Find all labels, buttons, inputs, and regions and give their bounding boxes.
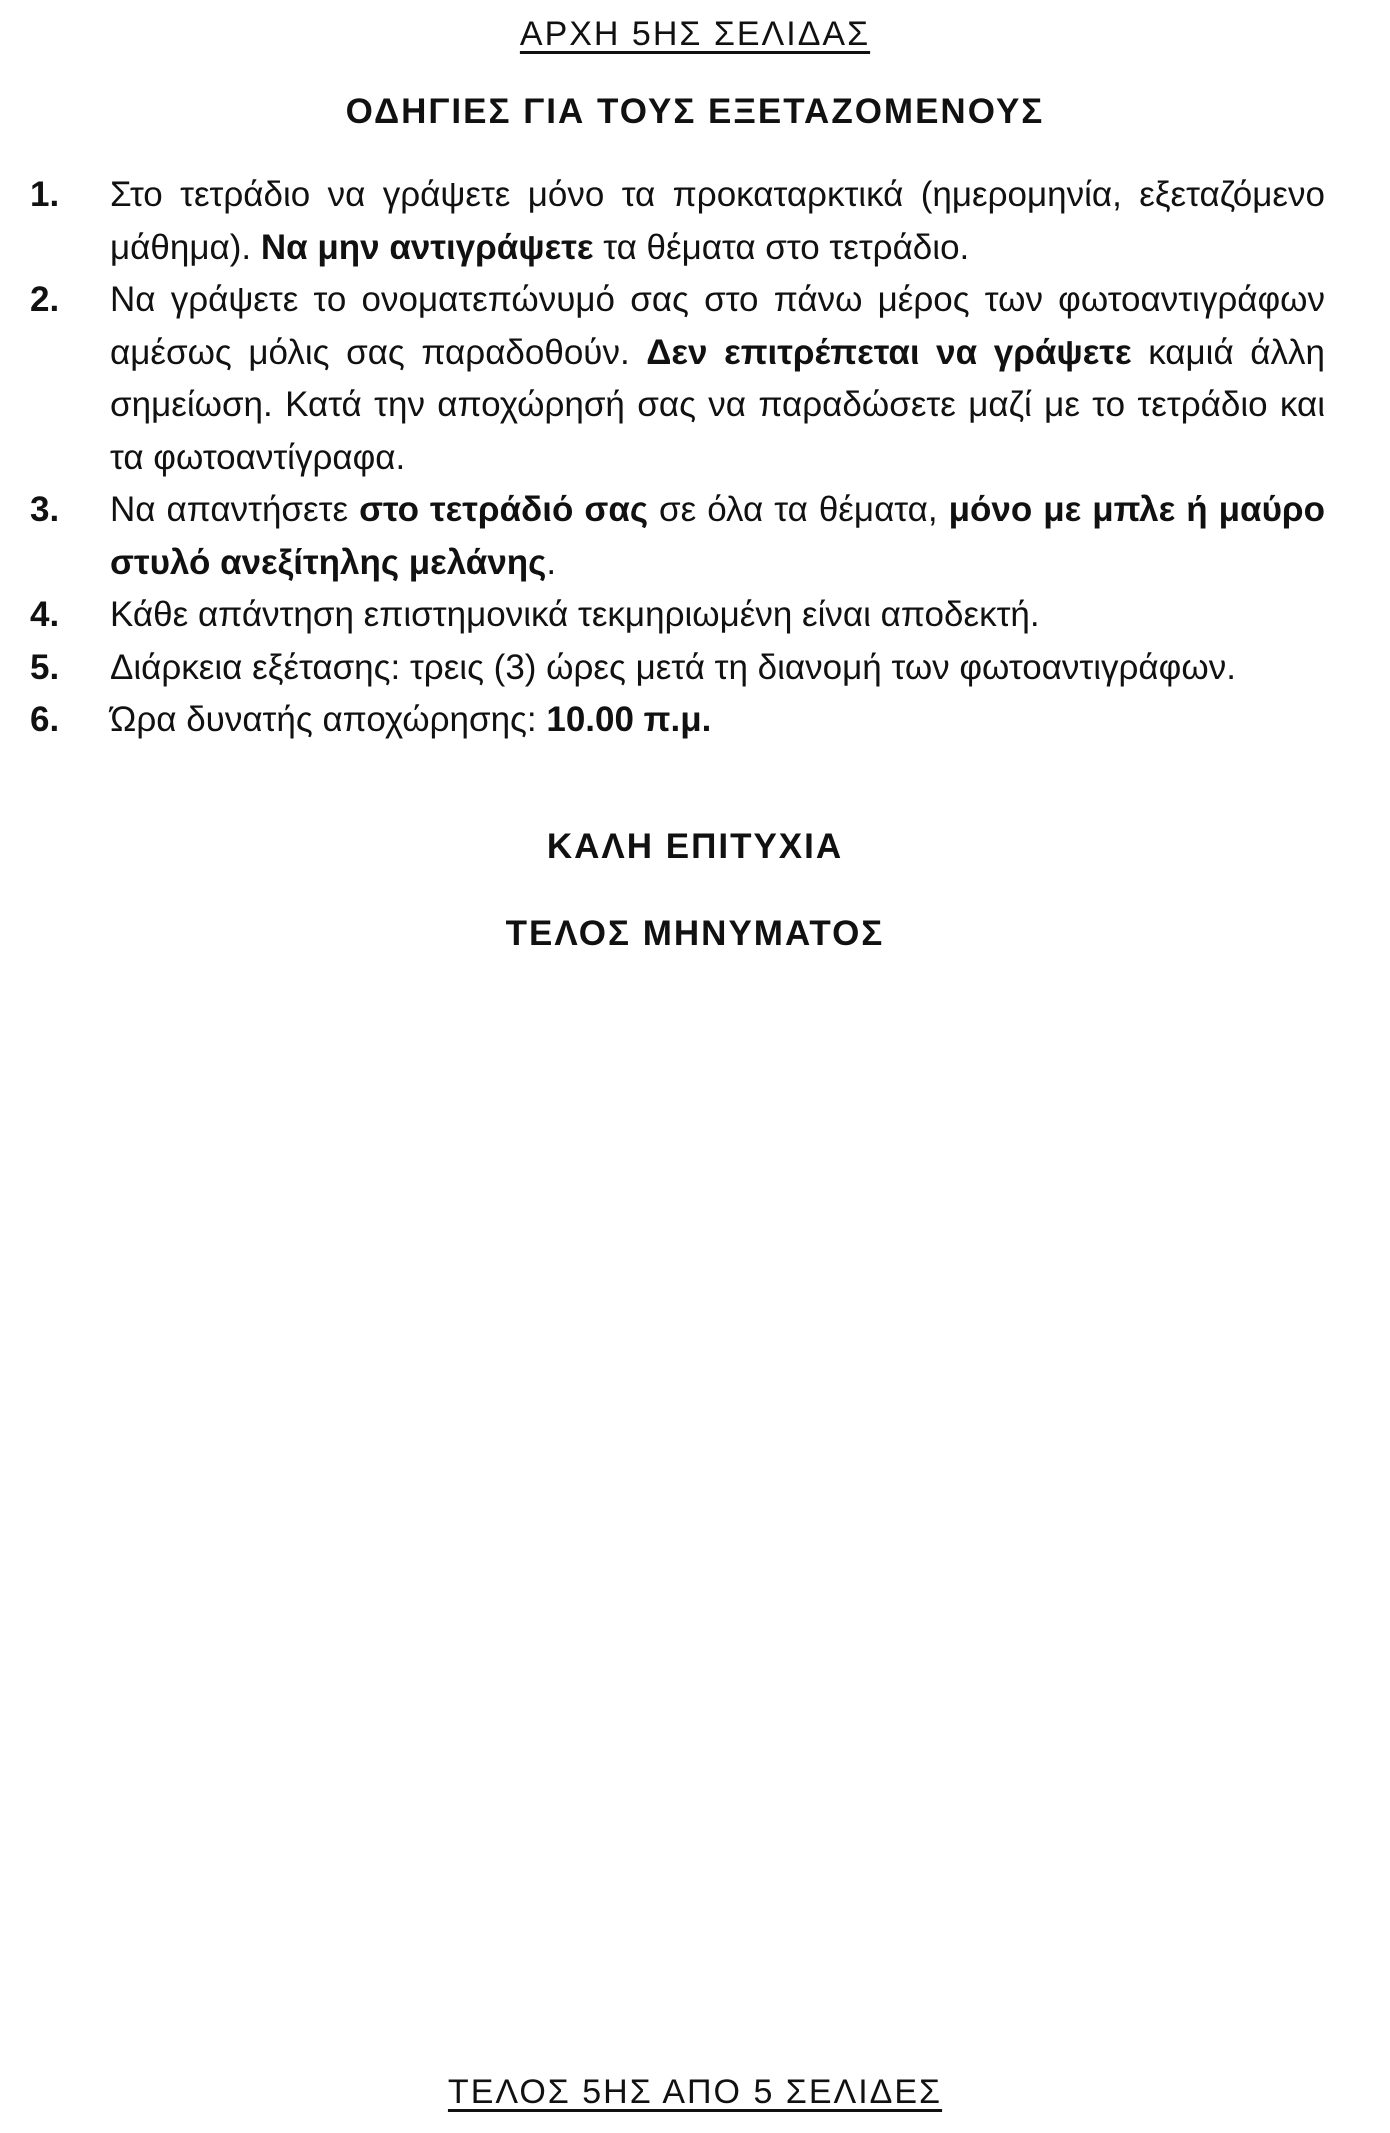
instruction-text-part: . <box>546 542 557 582</box>
instruction-number: 2. <box>30 280 60 319</box>
instruction-text-part: Στο τετράδιο να γράψετε μόνο τα προκαταρκτικά (ημερομηνία, εξεταζόμενο μάθημα). <box>110 175 1325 267</box>
instruction-text <box>110 484 1325 589</box>
instruction-item-4 <box>30 589 1325 642</box>
instruction-number: 5. <box>30 647 60 687</box>
instruction-emphasis: μόνο με μπλε ή μαύρο στυλό ανεξίτηλης μελάνης <box>110 490 1325 582</box>
instruction-text <box>110 589 1325 642</box>
instruction-text-part: τα θέματα στο τετράδιο. <box>593 227 970 267</box>
instruction-text <box>110 642 1325 695</box>
instruction-item-6 <box>30 694 1325 747</box>
end-of-message: ΤΕΛΟΣ ΜΗΝΥΜΑΤΟΣ <box>505 914 885 953</box>
instruction-emphasis: 10.00 π.μ. <box>546 700 712 739</box>
instruction-text-part: σε όλα τα θέματα, <box>648 490 949 529</box>
instruction-text <box>110 694 1325 747</box>
instruction-number: 6. <box>30 700 60 739</box>
instruction-item-1 <box>30 169 1325 274</box>
instruction-text-part: Να απαντήσετε <box>110 490 360 529</box>
instruction-item-5 <box>30 642 1325 695</box>
instruction-emphasis: Δεν επιτρέπεται να γράψετε <box>646 332 1132 372</box>
instruction-number: 3. <box>30 490 60 529</box>
instruction-text-part: Ώρα δυνατής αποχώρησης: <box>110 700 547 739</box>
instruction-text-part: Διάρκεια εξέτασης: τρεις (3) ώρες μετά τη διανομή των φωτοαντιγράφων. <box>110 647 1236 687</box>
instruction-text-part: Να γράψετε το ονοματεπώνυμό σας στο πάνω μέρος των φωτοαντιγράφων αμέσως μόλις σας παραδοθούν. <box>110 280 1325 372</box>
good-luck-message: ΚΑΛΗ ΕΠΙΤΥΧΙΑ <box>546 827 844 866</box>
page-footer <box>0 2070 1390 2114</box>
instruction-emphasis: στο τετράδιό σας <box>359 490 649 529</box>
instructions-list <box>30 169 1325 747</box>
instruction-text-part: Κάθε απάντηση επιστημονικά τεκμηριωμένη είναι αποδεκτή. <box>110 595 1040 634</box>
page-footer-text: ΤΕΛΟΣ 5ΗΣ ΑΠΟ 5 ΣΕΛΙΔΕΣ <box>447 2073 943 2111</box>
instruction-text-part: καμιά άλλη σημείωση. Κατά την αποχώρησή σας να παραδώσετε μαζί με το τετράδιο και τα φωτοαντίγραφα. <box>110 332 1325 477</box>
page-header-text: ΑΡΧΗ 5ΗΣ ΣΕΛΙΔΑΣ <box>519 15 871 53</box>
instruction-text <box>110 274 1325 484</box>
instruction-item-3 <box>30 484 1325 589</box>
instruction-item-2 <box>30 274 1325 484</box>
instruction-number: 1. <box>30 175 60 214</box>
page-title: ΟΔΗΓΙΕΣ ΓΙΑ ΤΟΥΣ ΕΞΕΤΑΖΟΜΕΝΟΥΣ <box>345 92 1045 131</box>
instruction-text <box>110 169 1325 274</box>
instruction-emphasis: Να μην αντιγράψετε <box>260 227 594 267</box>
instruction-number: 4. <box>30 595 60 634</box>
page-header <box>0 12 1390 56</box>
